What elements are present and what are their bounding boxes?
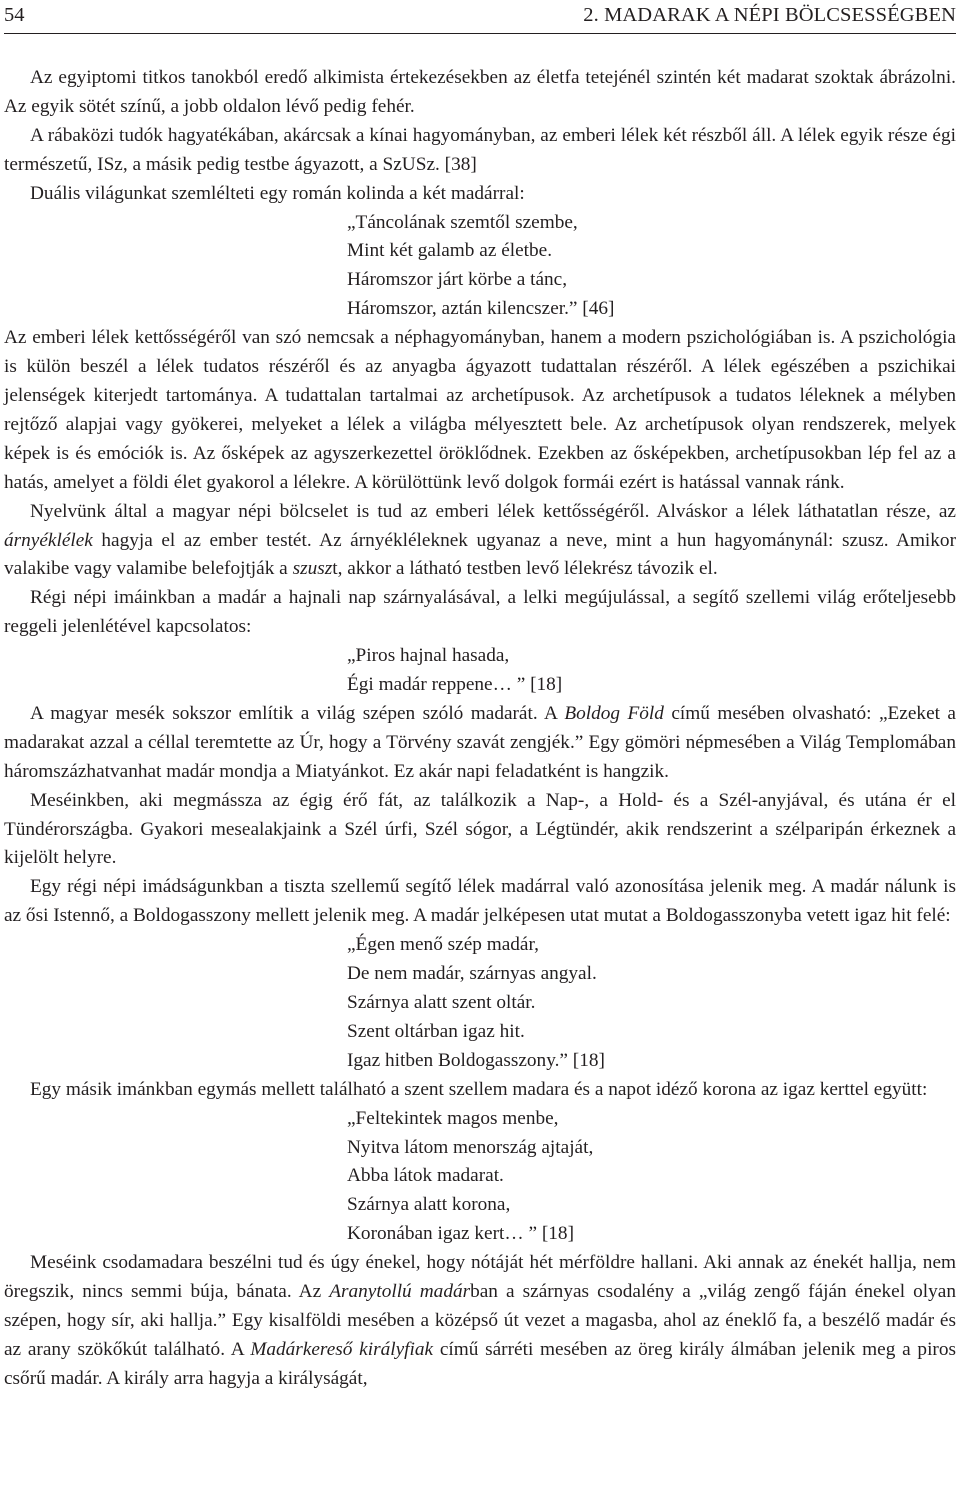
emphasis-boldog-fold: Boldog Föld (564, 702, 664, 724)
verse-kolinda (4, 209, 956, 325)
paragraph-shadow-soul: Nyelvünk által a magyar népi bölcselet is tud az emberi lélek kettősségéről. Alváskor a lélek láthatatlan része, az árnyéklélek hagyja el az ember testét. Az árnyékléleknek ugyanaz a neve, mint a hun hagyománynál: szusz. Amikor valakibe vagy valamibe belefojtják a szuszt, akkor a látható testben levő lélekrész távozik el. (4, 500, 956, 580)
emphasis-madarkereso: Madárkereső királyfiak (250, 1338, 434, 1360)
page-body (4, 64, 956, 1394)
verse-line: Koronában igaz kert… ” [18] (347, 1223, 574, 1245)
emphasis-arnyeklelek: árnyéklélek (4, 529, 93, 551)
verse-line: Háromszor, aztán kilencszer.” [46] (347, 298, 615, 320)
verse-piros-hajnal (4, 642, 956, 700)
verse-egen-meno (4, 931, 956, 1076)
verse-line: Abba látok madarat. (347, 1165, 504, 1187)
running-header (4, 0, 956, 34)
verse-feltekintek (4, 1105, 956, 1250)
verse-line: Szent oltárban igaz hit. (347, 1020, 525, 1042)
paragraph-tales: A magyar mesék sokszor említik a világ szépen szóló madarát. A Boldog Föld című mesében olvasható: „Ezeket a madarakat azzal a céllal teremtette az Úr, hogy a Törvény szavát zengjék.” Egy gömöri népmesében a Világ Templomában háromszázhatvanhat madár mondja a Miatyánkot. Ez akár napi feladatként is hangzik. (4, 702, 956, 782)
page-number: 54 (4, 4, 25, 26)
verse-line: Háromszor járt körbe a tánc, (347, 269, 568, 291)
paragraph-alchemy: Az egyiptomi titkos tanokból eredő alkimista értekezésekben az életfa tetejénél szintén két madarat szoktak ábrázolni. Az egyik sötét színű, a jobb oldalon lévő pedig fehér. (4, 67, 956, 117)
running-title: 2. MADARAK A NÉPI BÖLCSESSÉGBEN (583, 4, 956, 26)
verse-line: De nem madár, szárnyas angyal. (347, 963, 597, 985)
paragraph-psychology: Az emberi lélek kettősségéről van szó nemcsak a néphagyományban, hanem a modern pszichológiában is. A pszichológia is külön beszél a lélek tudatos részéről és az anyagba ágyazott tudattalan részéről. A lélek egészében a pszichikai jelenségek kiterjedt tartománya. A tudattalan tartalmai az archetípusok. Az archetípusok a tudatos léleknek a mélyben rejtőző alapjai vagy gyökerei, melyeket a lélek a világba mélyesztett bele. Az archetípusok olyan rendszerek, melyek képek is és emóciók is. Az ősképek az agyszerkezettel öröklődnek. Ezekben az ősképekben, archetípusokban lép fel az a hatás, amelyet a földi élet gyakorol a lélekre. A körülöttünk levő dolgok formái ezért is hatással vannak ránk. (4, 327, 956, 493)
verse-line: Szárnya alatt szent oltár. (347, 992, 536, 1013)
paragraph-rabakoz: A rábaközi tudók hagyatékában, akárcsak a kínai hagyományban, az emberi lélek két részből áll. A lélek egyik része égi természetű, ISz, a másik pedig testbe ágyazott, a SzUSz. [38] (4, 124, 956, 175)
verse-line: „Táncolának szemtől szembe, (347, 211, 578, 233)
verse-line: „Piros hajnal hasada, (347, 645, 510, 667)
paragraph-magic-bird: Meséink csodamadara beszélni tud és úgy énekel, hogy nótáját hét mérföldre hallani. Aki annak az énekét hallja, nem öregszik, nincs semmi búja, bánata. Az Aranytollú madárban a szárnyas csodalény a „világ zengő fáján énekel olyan szépen, hogy sír, aki hallja.” Egy kisalföldi mesében a középső út vezet a magasba, ahol az éneklő fa, a beszélő madár és az arany szökőkút található. A Madárkereső királyfiak című sárréti mesében az öreg király álmában jelenik meg a piros csőrű madár. A király arra hagyja a királyságát, (4, 1252, 956, 1389)
verse-line: Nyitva látom menország ajtaját, (347, 1136, 594, 1158)
paragraph-another-prayer: Egy másik imánkban egymás mellett található a szent szellem madara és a napot idéző korona az igaz kerttel együtt: (30, 1078, 928, 1100)
paragraph-dual-world: Duális világunkat szemlélteti egy román kolinda a két madárral: (30, 182, 525, 204)
emphasis-szusz: szusz (292, 558, 333, 580)
paragraph-old-prayers: Régi népi imáinkban a madár a hajnali nap szárnyalásával, a lelki megújulással, a segítő szellemi világ erőteljesebb reggeli jelenlétével kapcsolatos: (4, 587, 956, 638)
verse-line: Igaz hitben Boldogasszony.” [18] (347, 1049, 605, 1071)
verse-line: Égi madár reppene… ” [18] (347, 674, 563, 696)
verse-line: „Feltekintek magos menbe, (347, 1107, 559, 1129)
paragraph-sky-tree: Meséinkben, aki megmássza az égig érő fát, az találkozik a Nap-, a Hold- és a Szél-anyjával, és utána ér el Tündérországba. Gyakori mesealakjaink a Szél úrfi, Szél sógor, a Légtündér, akik rendszerint a szélparipán érkeznek a kijelölt helyre. (4, 789, 956, 869)
verse-line: Szárnya alatt korona, (347, 1194, 511, 1216)
verse-line: Mint két galamb az életbe. (347, 240, 553, 262)
emphasis-aranytollu: Aranytollú madár (329, 1281, 471, 1303)
paragraph-prayer-bird: Egy régi népi imádságunkban a tiszta szellemű segítő lélek madárral való azonosítása jelenik meg. A madár nálunk is az ősi Istennő, a Boldogasszony mellett jelenik meg. A madár jelképesen utat mutat a Boldogasszonyba vetett igaz hit felé: (4, 876, 956, 927)
verse-line: „Égen menő szép madár, (347, 934, 539, 956)
